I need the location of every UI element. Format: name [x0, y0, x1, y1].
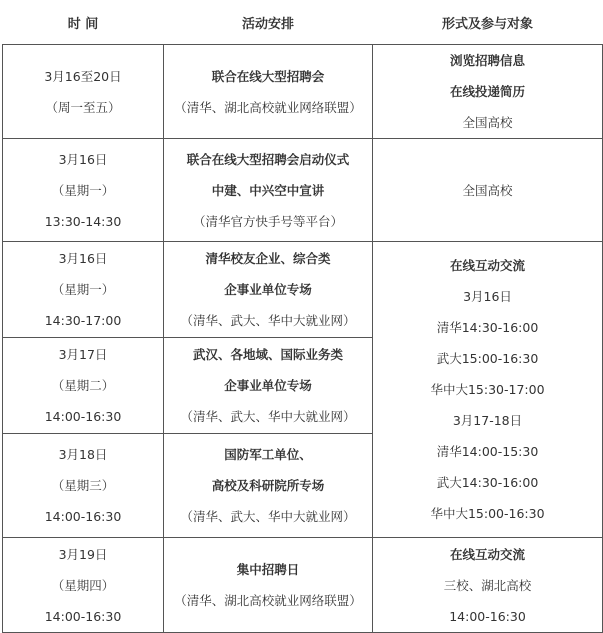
time-weekday: （星期三） — [51, 478, 115, 493]
form-line: 三校、湖北高校 — [443, 577, 532, 593]
header-activity: 活动安排 — [164, 0, 373, 45]
activity-cell — [164, 538, 373, 633]
form-cell — [373, 45, 603, 139]
time-cell — [3, 338, 164, 434]
schedule-table — [2, 0, 603, 633]
activity-cell — [164, 139, 373, 242]
activity-platform: （清华、湖北高校就业网络联盟） — [174, 593, 362, 608]
activity-title: 联合在线大型招聘会 — [211, 68, 325, 84]
form-line: 华中大15:30-17:00 — [430, 382, 545, 397]
activity-cell — [164, 338, 373, 434]
activity-platform: （清华、湖北高校就业网络联盟） — [174, 99, 362, 115]
header-time: 时 间 — [3, 0, 164, 45]
time-weekday: （星期一） — [51, 282, 115, 297]
time-hours: 13:30-14:30 — [44, 213, 122, 229]
time-weekday: （星期四） — [51, 577, 115, 593]
form-line: 华中大15:00-16:30 — [430, 506, 545, 521]
activity-cell — [164, 434, 373, 538]
activity-subtitle: 企事业单位专场 — [224, 378, 312, 393]
time-weekday: （星期二） — [51, 378, 115, 393]
activity-platform: （清华、武大、华中大就业网） — [180, 409, 356, 424]
form-line: 14:00-16:30 — [449, 608, 526, 624]
time-date: 3月16日 — [58, 151, 108, 167]
activity-platform: （清华、武大、华中大就业网） — [180, 313, 356, 328]
time-hours: 14:00-16:30 — [44, 409, 122, 424]
form-line: 全国高校 — [462, 115, 513, 130]
form-line: 全国高校 — [462, 182, 513, 198]
form-line: 浏览招聘信息 — [449, 53, 525, 68]
activity-title: 集中招聘日 — [236, 562, 300, 577]
form-line: 3月17-18日 — [452, 413, 523, 428]
form-cell-merged — [373, 242, 603, 538]
form-line: 3月16日 — [463, 289, 512, 304]
activity-platform: （清华官方快手号等平台） — [192, 213, 343, 229]
activity-subtitle: 高校及科研院所专场 — [211, 478, 325, 493]
header-row — [3, 0, 603, 45]
time-date: 3月16日 — [58, 251, 108, 266]
table-row — [3, 242, 603, 338]
header-form: 形式及参与对象 — [373, 0, 603, 45]
time-weekday: （周一至五） — [45, 99, 121, 115]
time-date: 3月18日 — [58, 447, 108, 462]
time-cell — [3, 139, 164, 242]
activity-platform: （清华、武大、华中大就业网） — [180, 509, 356, 524]
time-date: 3月16至20日 — [44, 68, 122, 84]
activity-title: 武汉、各地域、国际业务类 — [192, 347, 343, 362]
activity-title: 联合在线大型招聘会启动仪式 — [186, 151, 350, 167]
time-date: 3月17日 — [58, 347, 108, 362]
time-hours: 14:00-16:30 — [44, 509, 122, 524]
activity-title: 国防军工单位、 — [224, 447, 312, 462]
form-line: 武大14:30-16:00 — [436, 475, 539, 490]
table-row — [3, 538, 603, 633]
form-line: 武大15:00-16:30 — [436, 351, 539, 366]
time-cell — [3, 242, 164, 338]
time-hours: 14:00-16:30 — [44, 608, 122, 624]
form-line: 清华14:30-16:00 — [436, 320, 539, 335]
time-cell — [3, 45, 164, 139]
time-cell — [3, 434, 164, 538]
activity-subtitle: 中建、中兴空中宣讲 — [211, 182, 325, 198]
activity-title: 清华校友企业、综合类 — [205, 251, 331, 266]
form-cell — [373, 538, 603, 633]
form-line: 在线投递简历 — [449, 84, 525, 99]
form-cell — [373, 139, 603, 242]
time-weekday: （星期一） — [51, 182, 115, 198]
table-row — [3, 139, 603, 242]
activity-subtitle: 企事业单位专场 — [224, 282, 312, 297]
table-row — [3, 45, 603, 139]
activity-cell — [164, 242, 373, 338]
time-cell — [3, 538, 164, 633]
form-line: 清华14:00-15:30 — [436, 444, 539, 459]
time-date: 3月19日 — [58, 546, 108, 562]
activity-cell — [164, 45, 373, 139]
form-line: 在线互动交流 — [449, 258, 525, 273]
form-line: 在线互动交流 — [449, 546, 525, 562]
time-hours: 14:30-17:00 — [44, 313, 122, 328]
